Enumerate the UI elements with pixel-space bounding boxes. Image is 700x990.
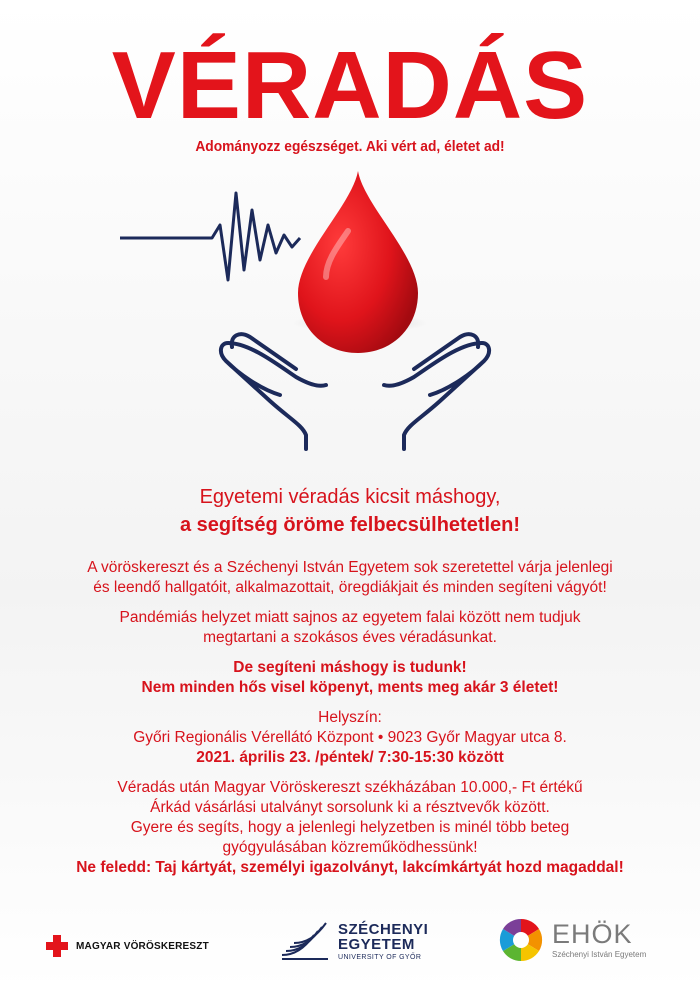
location-value: Győri Regionális Vérellátó Központ • 9023 Győr Magyar utca 8.	[133, 729, 567, 746]
ehok-text	[552, 921, 646, 959]
paragraph-invitation	[30, 558, 670, 598]
ehok-subtitle: Széchenyi István Egyetem	[552, 950, 647, 959]
headline-line-1: Egyetemi véradás kicsit máshogy,	[199, 486, 501, 508]
text-line: megtartani a szokásos éves véradásunkat.	[203, 629, 497, 646]
location-label: Helyszín:	[318, 709, 382, 726]
university-name-line-1: SZÉCHENYI	[338, 920, 429, 938]
paragraph-raffle	[30, 778, 670, 878]
poster-subtitle: Adományozz egészséget. Aki vért ad, életet ad!	[195, 138, 505, 155]
heartbeat-line-icon	[120, 193, 300, 280]
text-line: Pandémiás helyzet miatt sajnos az egyetem falai között nem tudjuk	[119, 609, 581, 626]
blood-drop-hands-illustration	[120, 165, 590, 455]
reminder-text: Ne feledd: Taj kártyát, személyi igazolványt, lakcímkártyát hozd magaddal!	[76, 859, 624, 876]
text-line: De segíteni máshogy is tudunk!	[233, 659, 467, 676]
paragraph-location	[30, 708, 670, 768]
headline-line-2: a segítség öröme felbecsülhetetlen!	[179, 514, 521, 536]
poster-body	[30, 558, 670, 888]
text-line: gyógyulásában közreműködhessünk!	[222, 839, 478, 856]
university-name	[338, 922, 428, 961]
text-line: Nem minden hős visel köpenyt, ments meg akár 3 életet!	[141, 679, 559, 696]
event-date-time: 2021. április 23. /péntek/ 7:30-15:30 között	[196, 749, 504, 766]
blood-drop-icon	[298, 171, 418, 353]
text-line: Árkád vásárlási utalványt sorsolunk ki a résztvevők között.	[150, 799, 550, 816]
text-line: Véradás után Magyar Vöröskereszt székházában 10.000,- Ft értékű	[117, 779, 583, 796]
szechenyi-university-logo	[280, 921, 428, 961]
red-cross-label: MAGYAR VÖRÖSKERESZT	[76, 940, 209, 952]
ehok-logo	[498, 917, 646, 963]
headline	[0, 483, 700, 539]
left-hand-icon	[221, 334, 326, 449]
paragraph-callout	[30, 658, 670, 698]
university-name-line-2: EGYETEM	[338, 935, 415, 953]
red-cross-icon	[46, 935, 68, 957]
text-line: és leendő hallgatóit, alkalmazottait, öregdiákjait és minden segíteni vágyót!	[93, 579, 607, 596]
university-name-line-3: UNIVERSITY OF GYŐR	[338, 953, 422, 961]
poster-title: VÉRADÁS	[111, 32, 589, 139]
paragraph-pandemic	[30, 608, 670, 648]
university-wave-icon	[280, 921, 330, 961]
ehok-name: EHÖK	[552, 919, 633, 949]
logo-footer	[0, 915, 700, 975]
ehok-aperture-icon	[498, 917, 544, 963]
text-line: A vöröskereszt és a Széchenyi István Egyetem sok szeretettel várja jelenlegi	[87, 559, 613, 576]
red-cross-logo	[46, 935, 209, 957]
text-line: Gyere és segíts, hogy a jelenlegi helyzetben is minél több beteg	[130, 819, 570, 836]
right-hand-icon	[384, 334, 489, 449]
